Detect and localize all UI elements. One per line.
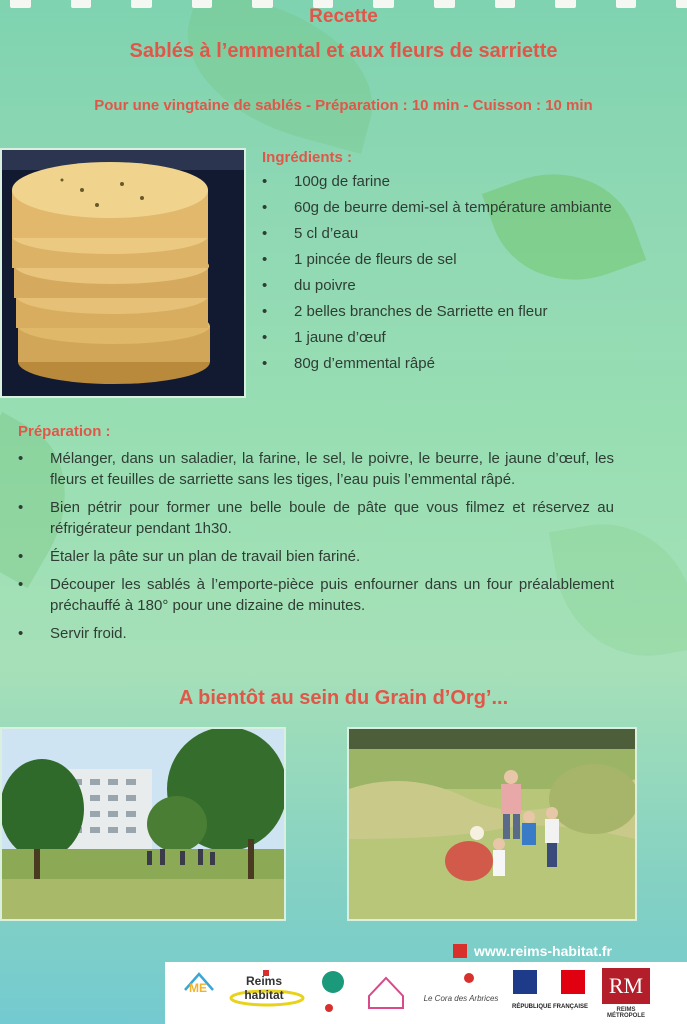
website-url: www.reims-habitat.fr: [474, 943, 612, 959]
park-logo-icon: [315, 968, 351, 1016]
reims-habitat-logo: [227, 968, 305, 1010]
preparation-step: • Découper les sablés à l’emporte-pièce puis enfourner dans un four préalablement préchauffé à 180° pour une dizaine de minutes.: [18, 574, 614, 616]
ingredient-item: • 1 jaune d’œuf: [262, 328, 642, 348]
ingredient-item: • 1 pincée de fleurs de sel: [262, 250, 642, 270]
cookie-stack-illustration: [2, 150, 244, 396]
cora-text: Le Cora des Arbrices: [423, 994, 499, 1003]
preparation-step: • Servir froid.: [18, 623, 614, 644]
ingredient-item: • 5 cl d’eau: [262, 224, 642, 244]
ingredients-list: [262, 172, 642, 380]
me-logo: [179, 968, 219, 1004]
recipe-subtitle: Pour une vingtaine de sablés - Préparation : 10 min - Cuisson : 10 min: [94, 97, 593, 114]
ingredient-item: • 80g d’emmental râpé: [262, 354, 642, 374]
recipe-label: Recette: [309, 6, 378, 27]
garden-photo: [347, 727, 637, 921]
cora-logo: [419, 968, 503, 1010]
preparation-step: • Mélanger, dans un saladier, la farine, le sel, le poivre, le beurre, le jaune d’œuf, les fleurs et feuilles de sarriette sans les tiges, l’eau puis l’emmental râpé.: [18, 448, 614, 490]
ingredients-heading: Ingrédients :: [262, 149, 353, 166]
ingredient-item: • 2 belles branches de Sarriette en fleur: [262, 302, 642, 322]
cookies-photo: [0, 148, 246, 398]
park-illustration: [2, 729, 284, 919]
republique-logo: [509, 968, 591, 1010]
svg-text:ME: ME: [189, 981, 207, 995]
partner-logos: [165, 962, 687, 1024]
me-logo-icon: [181, 968, 217, 1002]
park-logo: [313, 968, 353, 1018]
website-link[interactable]: [453, 943, 612, 959]
preparation-step: • Bien pétrir pour former une belle boule de pâte que vous filmez et réservez au réfrigérateur pendant 1h30.: [18, 497, 614, 539]
reims-metropole-text: REIMS MÉTROPOLE: [606, 1007, 645, 1019]
rm-monogram: RM: [602, 968, 650, 1004]
reims-metropole-logo: [597, 968, 655, 1019]
reims-habitat-text: Reims habitat: [244, 974, 284, 1002]
republique-text: RÉPUBLIQUE FRANÇAISE: [511, 1004, 588, 1010]
preparation-heading: Préparation :: [18, 423, 111, 440]
preparation-step: • Étaler la pâte sur un plan de travail bien fariné.: [18, 546, 614, 567]
ingredient-item: • 100g de farine: [262, 172, 642, 192]
red-square-icon: [453, 944, 467, 958]
house-logo-icon: [363, 968, 409, 1014]
recipe-title: Sablés à l’emmental et aux fleurs de sarriette: [129, 40, 558, 62]
preparation-steps: [18, 448, 614, 651]
house-logo: [363, 968, 409, 1016]
ingredient-item: • du poivre: [262, 276, 642, 296]
closing-message: A bientôt au sein du Grain d’Org’...: [178, 687, 509, 709]
marianne-icon: [509, 968, 591, 996]
park-photo: [0, 727, 286, 921]
garden-illustration: [349, 729, 635, 919]
ingredient-item: • 60g de beurre demi-sel à température ambiante: [262, 198, 642, 218]
